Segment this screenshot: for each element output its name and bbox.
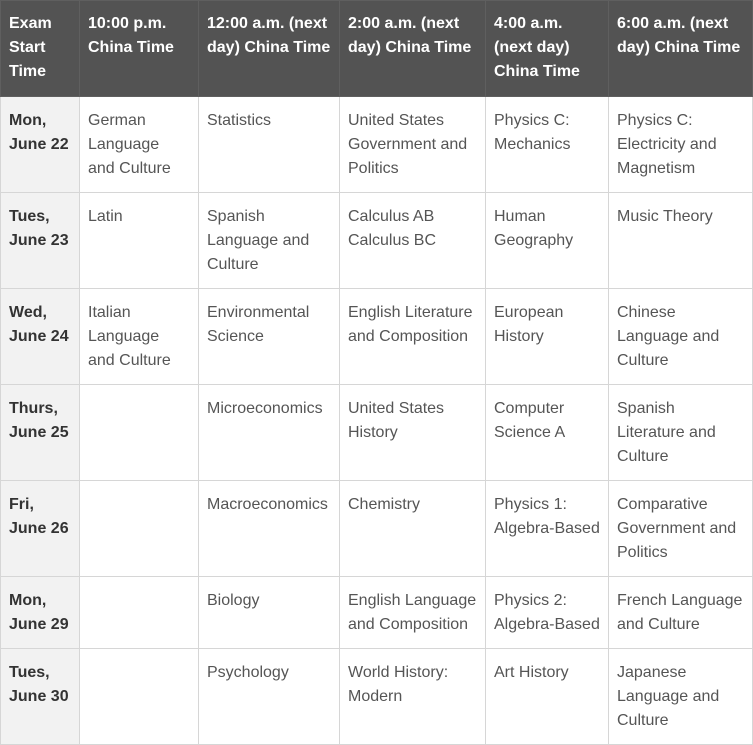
header-exam-start-time: Exam Start Time [1, 1, 80, 97]
table-cell: Human Geography [486, 193, 609, 289]
row-date: Fri, June 26 [1, 481, 80, 577]
table-cell: Environmental Science [199, 289, 340, 385]
table-cell: French Language and Culture [609, 577, 753, 649]
table-cell: Computer Science A [486, 385, 609, 481]
table-cell: United States History [340, 385, 486, 481]
table-cell: Psychology [199, 649, 340, 745]
header-12am: 12:00 a.m. (next day) China Time [199, 1, 340, 97]
header-2am: 2:00 a.m. (next day) China Time [340, 1, 486, 97]
table-cell: Latin [80, 193, 199, 289]
table-cell: Calculus AB Calculus BC [340, 193, 486, 289]
table-cell: Physics C: Mechanics [486, 97, 609, 193]
table-cell [80, 481, 199, 577]
table-cell: European History [486, 289, 609, 385]
table-cell: Japanese Language and Culture [609, 649, 753, 745]
row-date: Tues, June 23 [1, 193, 80, 289]
table-cell: Spanish Language and Culture [199, 193, 340, 289]
table-cell: Physics 1: Algebra-Based [486, 481, 609, 577]
table-row [1, 577, 753, 649]
row-date: Mon, June 22 [1, 97, 80, 193]
table-cell [80, 577, 199, 649]
table-cell: Chemistry [340, 481, 486, 577]
table-cell: English Literature and Composition [340, 289, 486, 385]
table-row [1, 289, 753, 385]
table-cell [80, 385, 199, 481]
table-row [1, 481, 753, 577]
table-cell: Biology [199, 577, 340, 649]
table-cell: Statistics [199, 97, 340, 193]
table-cell: Art History [486, 649, 609, 745]
header-6am: 6:00 a.m. (next day) China Time [609, 1, 753, 97]
table-cell: Comparative Government and Politics [609, 481, 753, 577]
table-cell: Spanish Literature and Culture [609, 385, 753, 481]
table-row [1, 385, 753, 481]
row-date: Mon, June 29 [1, 577, 80, 649]
table-row [1, 649, 753, 745]
table-cell: Macroeconomics [199, 481, 340, 577]
table-cell: World History: Modern [340, 649, 486, 745]
header-4am: 4:00 a.m. (next day) China Time [486, 1, 609, 97]
table-cell: English Language and Composition [340, 577, 486, 649]
table-cell: Physics C: Electricity and Magnetism [609, 97, 753, 193]
row-date: Tues, June 30 [1, 649, 80, 745]
table-cell: German Language and Culture [80, 97, 199, 193]
table-cell: Microeconomics [199, 385, 340, 481]
row-date: Thurs, June 25 [1, 385, 80, 481]
header-10pm: 10:00 p.m. China Time [80, 1, 199, 97]
table-cell: United States Government and Politics [340, 97, 486, 193]
header-row [1, 1, 753, 97]
table-row [1, 97, 753, 193]
row-date: Wed, June 24 [1, 289, 80, 385]
table-cell: Music Theory [609, 193, 753, 289]
table-cell [80, 649, 199, 745]
table-cell: Physics 2: Algebra-Based [486, 577, 609, 649]
table-cell: Italian Language and Culture [80, 289, 199, 385]
table-row [1, 193, 753, 289]
table-cell: Chinese Language and Culture [609, 289, 753, 385]
